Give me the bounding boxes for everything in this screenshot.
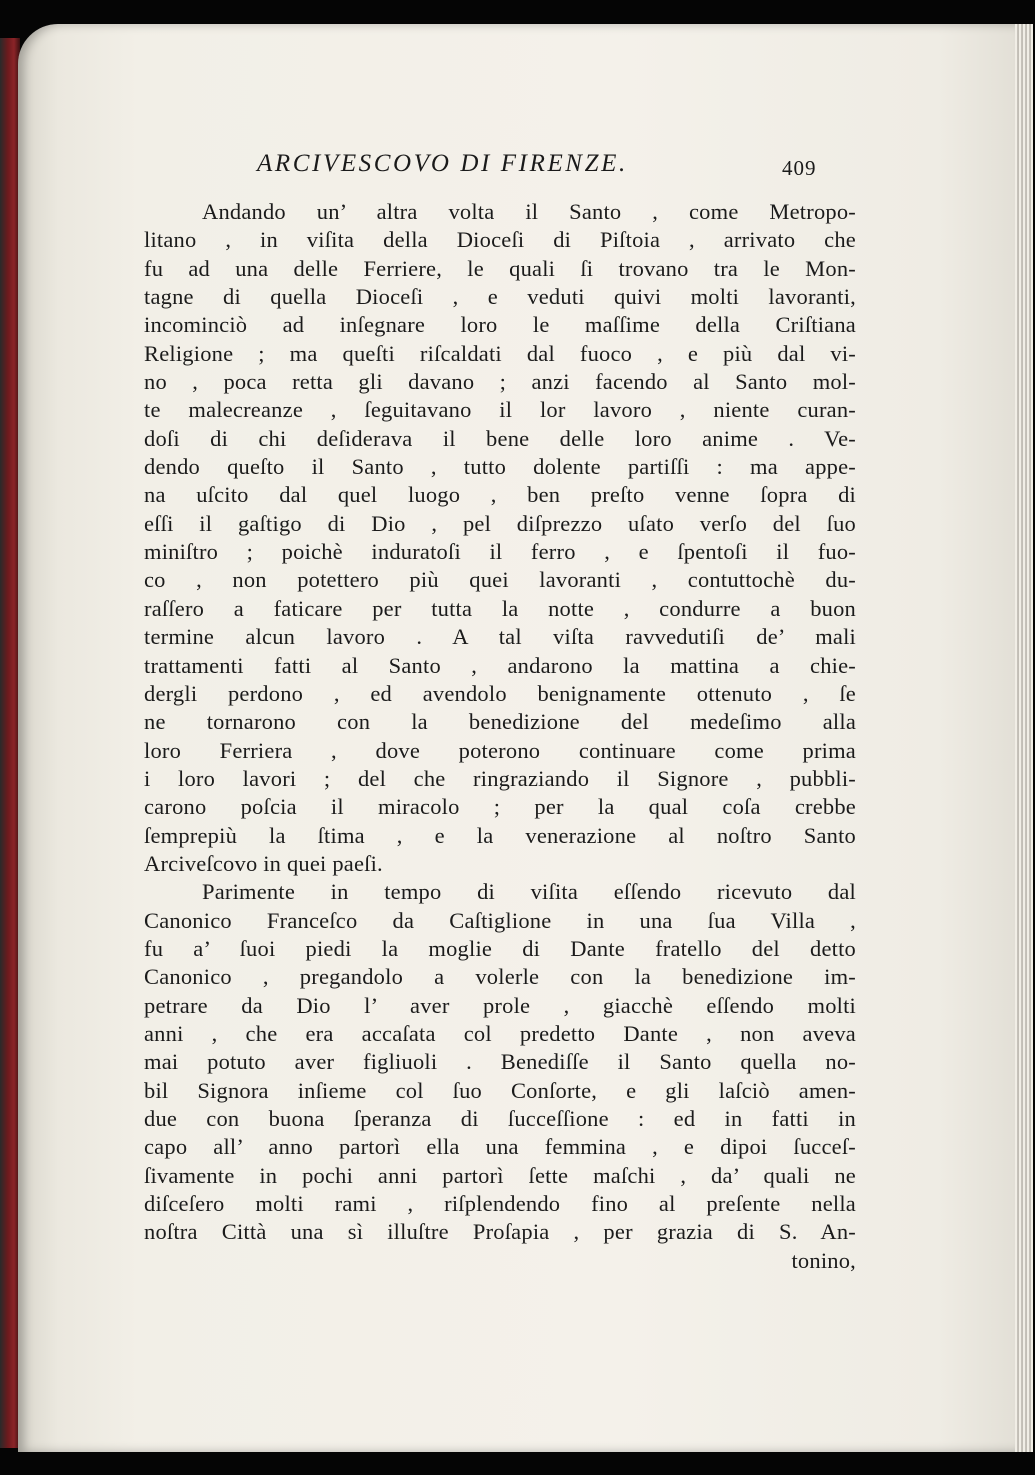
text-line: anni , che era accaſata col predetto Dante , non aveva	[144, 1020, 856, 1046]
catchword: tonino,	[791, 1247, 856, 1273]
text-line: raſſero a faticare per tutta la notte , condurre a buon	[144, 595, 856, 621]
text-line: Canonico Franceſco da Caſtiglione in una ſua Villa ,	[144, 907, 856, 933]
body-text	[144, 198, 856, 1275]
book-spine-edge	[0, 38, 20, 1448]
text-line: fu ad una delle Ferriere, le quali ſi trovano tra le Mon-	[144, 255, 856, 281]
text-line: ne tornarono con la benedizione del medeſimo alla	[144, 709, 856, 735]
text-line: ſemprepiù la ſtima , e la venerazione al noſtro Santo	[144, 822, 856, 848]
text-line: termine alcun lavoro . A tal viſta ravvedutiſi de’ mali	[144, 624, 856, 650]
text-line: capo all’ anno partorì ella una femmina , e dipoi ſucceſ-	[144, 1134, 856, 1160]
running-header	[257, 150, 857, 190]
text-line: Arciveſcovo in quei paeſi.	[144, 850, 383, 876]
text-line: loro Ferriera , dove poterono continuare come prima	[144, 737, 856, 763]
text-line: diſceſero molti rami , riſplendendo fino al preſente nella	[144, 1191, 856, 1217]
text-line: fu a’ ſuoi piedi la moglie di Dante fratello del detto	[144, 935, 856, 961]
text-line: bil Signora inſieme col ſuo Conſorte, e gli laſciò amen-	[144, 1077, 856, 1103]
page-edges	[1015, 24, 1033, 1452]
text-line: Parimente in tempo di viſita eſſendo ricevuto dal	[202, 879, 856, 905]
text-line: Canonico , pregandolo a volerle con la benedizione im-	[144, 964, 856, 990]
text-line: eſſi il gaſtigo di Dio , pel diſprezzo uſato verſo del ſuo	[144, 510, 856, 536]
text-line: trattamenti fatti al Santo , andarono la mattina a chie-	[144, 652, 856, 678]
text-line: due con buona ſperanza di ſucceſſione : ed in fatti in	[144, 1106, 856, 1131]
text-line: i loro lavori ; del che ringraziando il Signore , pubbli-	[144, 765, 856, 791]
text-line: Religione ; ma queſti riſcaldati dal fuoco , e più dal vi-	[144, 340, 856, 366]
text-line: Andando un’ altra volta il Santo , come Metropo-	[202, 199, 856, 224]
text-line: doſi di chi deſiderava il bene delle loro anime . Ve-	[144, 425, 856, 451]
text-line: co , non potettero più quei lavoranti , contuttochè du-	[144, 567, 856, 593]
running-title: ARCIVESCOVO DI FIRENZE.	[257, 150, 628, 177]
text-line: litano , in viſita della Dioceſi di Piſtoia , arrivato che	[144, 227, 856, 253]
text-line: te malecreanze , ſeguitavano il lor lavoro , niente curan-	[144, 397, 856, 423]
text-line: petrare da Dio l’ aver prole , giacchè eſſendo molti	[144, 992, 856, 1018]
text-line: tagne di quella Dioceſi , e veduti quivi molti lavoranti,	[144, 284, 856, 310]
text-line: no , poca retta gli davano ; anzi facendo al Santo mol-	[144, 369, 856, 395]
text-line: dendo queſto il Santo , tutto dolente partiſſi : ma appe-	[144, 454, 856, 480]
text-line: ſivamente in pochi anni partorì ſette maſchi , da’ quali ne	[144, 1162, 856, 1188]
text-line: na uſcito dal quel luogo , ben preſto venne ſopra di	[144, 482, 856, 508]
text-line: noſtra Città una sì illuſtre Proſapia , per grazia di S. An-	[144, 1219, 856, 1245]
text-line: dergli perdono , ed avendolo benignamente ottenuto , ſe	[144, 680, 856, 706]
text-line: carono poſcia il miracolo ; per la qual coſa crebbe	[144, 794, 856, 820]
text-line: mai potuto aver figliuoli . Benediſſe il Santo quella no-	[144, 1049, 856, 1075]
page-number: 409	[782, 156, 817, 180]
text-line: incominciò ad inſegnare loro le maſſime della Criſtiana	[144, 312, 856, 338]
text-line: miniſtro ; poichè induratoſi il ferro , e ſpentoſi il fuo-	[144, 539, 856, 565]
